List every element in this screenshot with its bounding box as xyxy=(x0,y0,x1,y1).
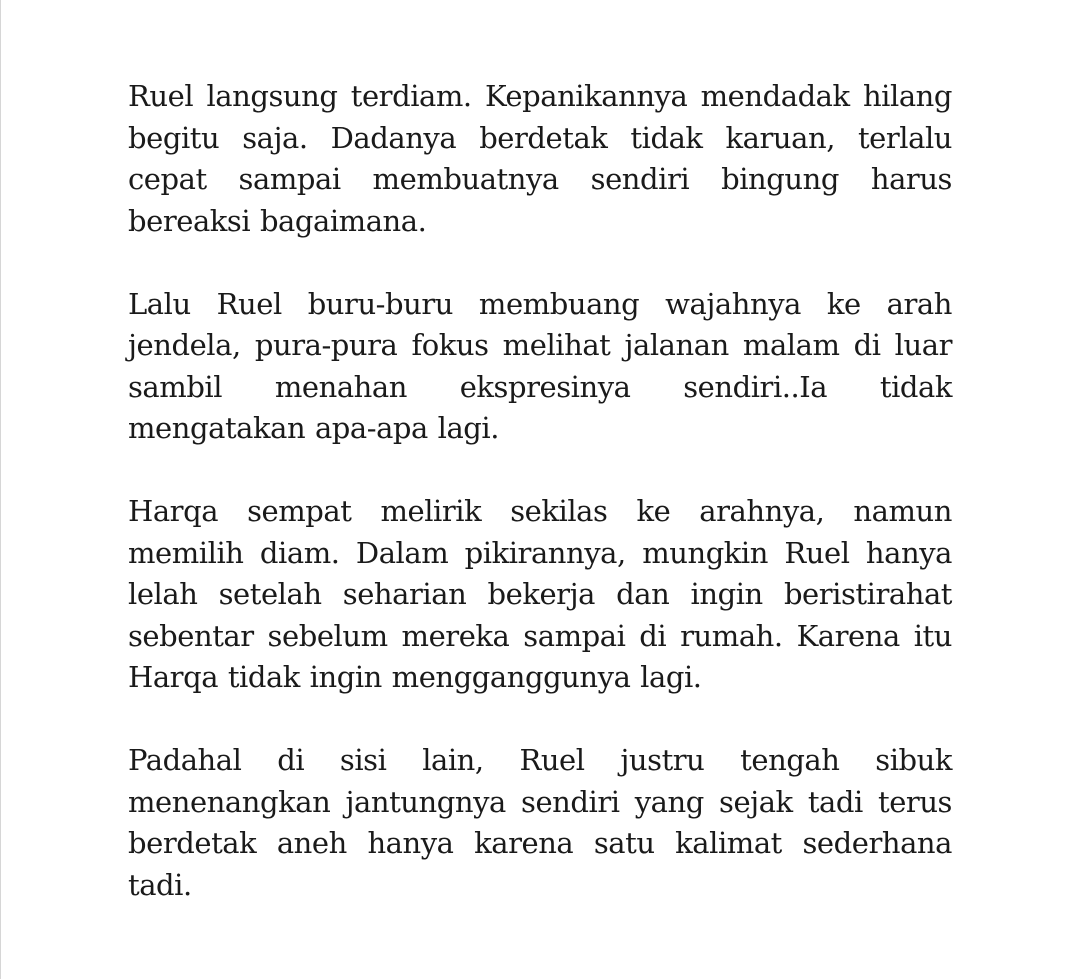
paragraph: Lalu Ruel buru-buru membuang wajahnya ke arah jendela, pura-pura fokus melihat jalanan malam di luar sambil menahan ekspresinya sendiri..Ia tidak mengatakan apa-apa lagi. xyxy=(128,286,952,445)
document-body xyxy=(128,76,952,906)
paragraph: Ruel langsung terdiam. Kepanikannya mendadak hilang begitu saja. Dadanya berdetak tidak karuan, terlalu cepat sampai membuatnya sendiri bingung harus bereaksi bagaimana. xyxy=(128,79,952,238)
paragraph: Harqa sempat melirik sekilas ke arahnya, namun memilih diam. Dalam pikirannya, mungkin Ruel hanya lelah setelah seharian bekerja dan ingin beristirahat sebentar sebelum mereka sampai di rumah. Karena itu Harqa tidak ingin mengganggunya lagi. xyxy=(128,494,952,694)
paragraph: Padahal di sisi lain, Ruel justru tengah sibuk menenangkan jantungnya sendiri yang sejak tadi terus berdetak aneh hanya karena satu kalimat sederhana tadi. xyxy=(128,743,952,902)
page-left-border xyxy=(0,0,1,979)
